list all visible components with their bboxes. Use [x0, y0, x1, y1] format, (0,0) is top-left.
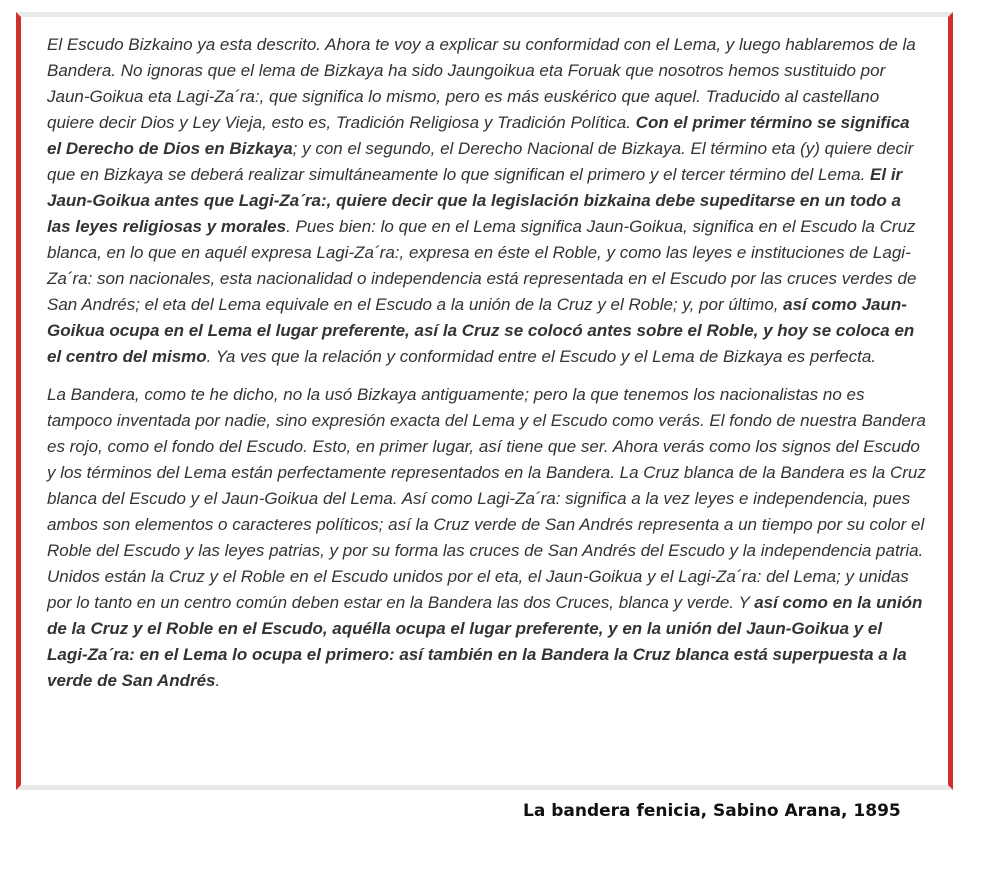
source-caption: La bandera fenicia, Sabino Arana, 1895 — [523, 801, 901, 821]
quote-segment-bold: así como en la unión de la Cruz y el Roble en el Escudo, aquélla ocupa el lugar preferente, y en la unión del Jaun-Goikua y el Lagi-Za´ra: en el Lema lo ocupa el primero: así también en la Bandera la Cruz blanca está superpuesta a la verde de San Andrés — [47, 593, 923, 690]
quote-segment: . Ya ves que la relación y conformidad entre el Escudo y el Lema de Bizkaya es perfecta. — [206, 347, 877, 366]
quote-segment: El Escudo Bizkaino ya esta descrito. Ahora te voy a explicar su conformidad con el Lema, y luego hablaremos de la Bandera. No ignoras que el lema de Bizkaya ha sido Jaungoikua eta Foruak que nosotros hemos sustituido por Jaun-Goikua eta Lagi-Za´ra:, que significa lo mismo, pero es más euskérico que aquel. Traducido al castellano quiere decir Dios y Ley Vieja, esto es, Tradición Religiosa y Tradición Política. — [47, 35, 916, 132]
quote-paragraph-2 — [47, 382, 927, 694]
quote-box — [16, 12, 953, 790]
quote-segment: . Pues bien: lo que en el Lema significa Jaun-Goikua, significa en el Escudo la Cruz blanca, en lo que en aquél expresa Lagi-Za´ra:, expresa en éste el Roble, y como las leyes e instituciones de Lagi-Za´ra: son nacionales, esta nacionalidad o independencia está representada en el Escudo por las cruces verdes de San Andrés; el eta del Lema equivale en el Escudo a la unión de la Cruz y el Roble; y, por último, — [47, 217, 917, 314]
quote-segment-bold: El ir Jaun-Goikua antes que Lagi-Za´ra:, quiere decir que la legislación bizkaina debe supeditarse en un todo a las leyes religiosas y morales — [47, 165, 903, 236]
quote-segment-bold: así como Jaun-Goikua ocupa en el Lema el lugar preferente, así la Cruz se colocó antes sobre el Roble, y hoy se coloca en el centro del mismo — [47, 295, 915, 366]
quote-segment: ; y con el segundo, el Derecho Nacional de Bizkaya. El término eta (y) quiere decir que en Bizkaya se deberá realizar simultáneamente lo que significan el primero y el tercer término del Lema. — [47, 139, 914, 184]
quote-paragraph-1 — [47, 32, 927, 370]
quote-text — [47, 32, 927, 706]
quote-segment-bold: Con el primer término se significa el Derecho de Dios en Bizkaya — [47, 113, 910, 158]
quote-segment: La Bandera, como te he dicho, no la usó Bizkaya antiguamente; pero la que tenemos los nacionalistas no es tampoco inventada por nadie, sino expresión exacta del Lema y el Escudo como verás. El fondo de nuestra Bandera es rojo, como el fondo del Escudo. Esto, en primer lugar, así tiene que ser. Ahora verás como los signos del Escudo y los términos del Lema están perfectamente representados en la Bandera. La Cruz blanca de la Bandera es la Cruz blanca del Escudo y el Jaun-Goikua del Lema. Así como Lagi-Za´ra: significa a la vez leyes e independencia, pues ambos son elementos o caracteres políticos; así la Cruz verde de San Andrés representa a un tiempo por su color el Roble del Escudo y las leyes patrias, y por su forma las cruces de San Andrés del Escudo y la independencia patria. Unidos están la Cruz y el Roble en el Escudo unidos por el eta, el Jaun-Goikua y el Lagi-Za´ra: del Lema; y unidas por lo tanto en un centro común deben estar en la Bandera las dos Cruces, blanca y verde. Y — [47, 385, 926, 612]
quote-segment: . — [215, 671, 221, 690]
